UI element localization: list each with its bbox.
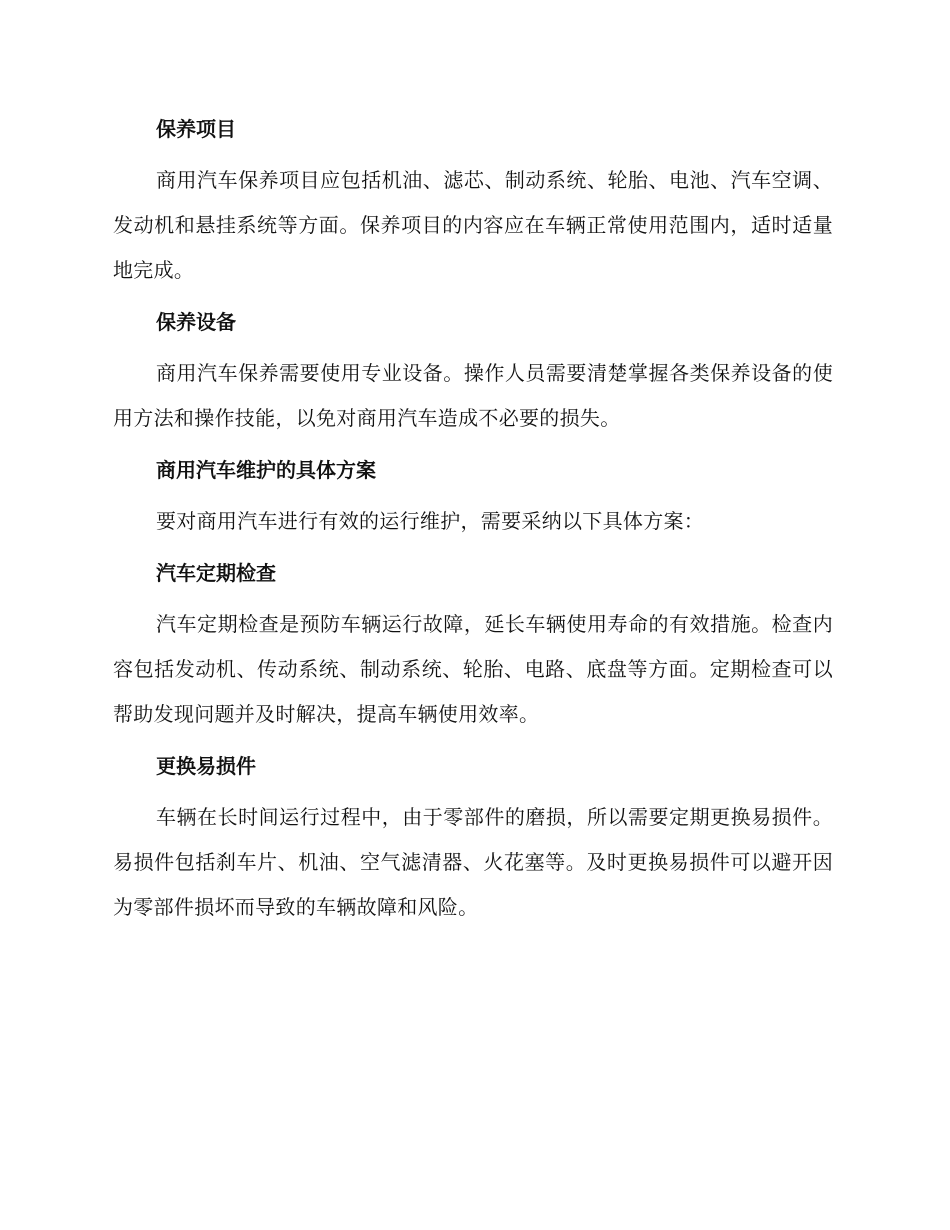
section-heading-maintenance-equipment: 保养设备 <box>156 310 236 334</box>
section-heading-replace-wear-parts: 更换易损件 <box>156 754 256 778</box>
section-heading-maintenance-plan: 商用汽车维护的具体方案 <box>156 458 376 482</box>
section-body-maintenance-items: 商用汽车保养项目应包括机油、滤芯、制动系统、轮胎、电池、汽车空调、发动机和悬挂系统等方面。保养项目的内容应在车辆正常使用范围内，适时适量地完成。 <box>113 168 833 282</box>
document-page <box>113 112 833 942</box>
section-body-maintenance-plan: 要对商用汽车进行有效的运行维护，需要采纳以下具体方案： <box>156 509 705 533</box>
section-body-periodic-inspection: 汽车定期检查是预防车辆运行故障，延长车辆使用寿命的有效措施。检查内容包括发动机、传动系统、制动系统、轮胎、电路、底盘等方面。定期检查可以帮助发现问题并及时解决，提高车辆使用效率。 <box>113 612 833 726</box>
section-body-replace-wear-parts: 车辆在长时间运行过程中，由于零部件的磨损，所以需要定期更换易损件。易损件包括刹车片、机油、空气滤清器、火花塞等。及时更换易损件可以避开因为零部件损坏而导致的车辆故障和风险。 <box>113 805 833 919</box>
section-heading-maintenance-items: 保养项目 <box>156 117 236 141</box>
section-heading-periodic-inspection: 汽车定期检查 <box>156 561 276 585</box>
section-body-maintenance-equipment: 商用汽车保养需要使用专业设备。操作人员需要清楚掌握各类保养设备的使用方法和操作技能，以免对商用汽车造成不必要的损失。 <box>113 361 833 430</box>
